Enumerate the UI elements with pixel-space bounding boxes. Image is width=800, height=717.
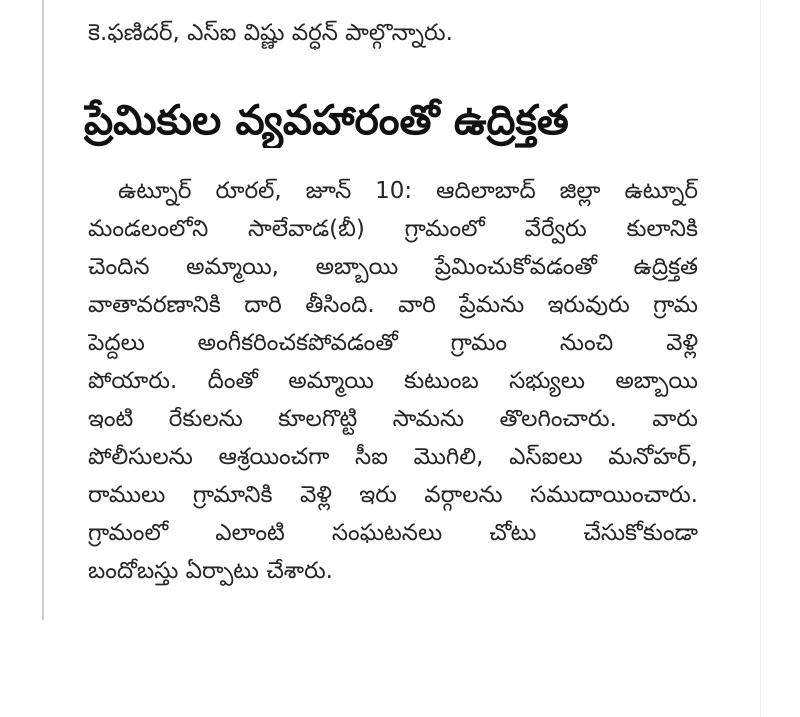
body-line: మండలంలోని సాలేవాడ(బీ) గ్రామంలో వేర్వేరు కులానికి [88, 216, 698, 242]
body-line: రాములు గ్రామానికి వెళ్లి ఇరు వర్గాలను సముదాయించారు. [88, 482, 698, 508]
body-line: బందోబస్తు ఏర్పాటు చేశారు. [88, 558, 333, 584]
body-line: పోలీసులను ఆశ్రయించగా సీఐ మొగిలి, ఎస్ఐలు మనోహర్, [88, 444, 698, 470]
body-line: వాతావరణానికి దారి తీసింది. వారి ప్రేమను ఇరువురు గ్రామ [88, 292, 698, 318]
body-line: పోయారు. దీంతో అమ్మాయి కుటుంబ సభ్యులు అబ్బాయి [88, 368, 698, 394]
article-headline: ప్రేమికుల వ్యవహారంతో ఉద్రిక్తత [84, 96, 569, 144]
body-line: ఇంటి రేకులను కూలగొట్టి సామను తొలగించారు. వారు [88, 406, 698, 432]
body-line: గ్రామంలో ఎలాంటి సంఘటనలు చోటు చేసుకోకుండా [88, 520, 698, 546]
previous-article-last-line: కె.ఫణిదర్, ఎస్ఐ విష్ణు వర్ధన్ పాల్గొన్నారు. [88, 20, 453, 46]
body-line: పెద్దలు అంగీకరించకపోవడంతో గ్రామం నుంచి వెళ్లి [88, 330, 698, 356]
page-edge [760, 0, 761, 717]
body-line: చెందిన అమ్మాయి, అబ్బాయి ప్రేమించుకోవడంతో ఉద్రిక్తత [88, 254, 698, 280]
article-body [88, 172, 698, 590]
body-line: ఉట్నూర్ రూరల్, జూన్ 10: ఆదిలాబాద్ జిల్లా ఉట్నూర్ [118, 178, 698, 204]
column-divider [42, 0, 44, 620]
